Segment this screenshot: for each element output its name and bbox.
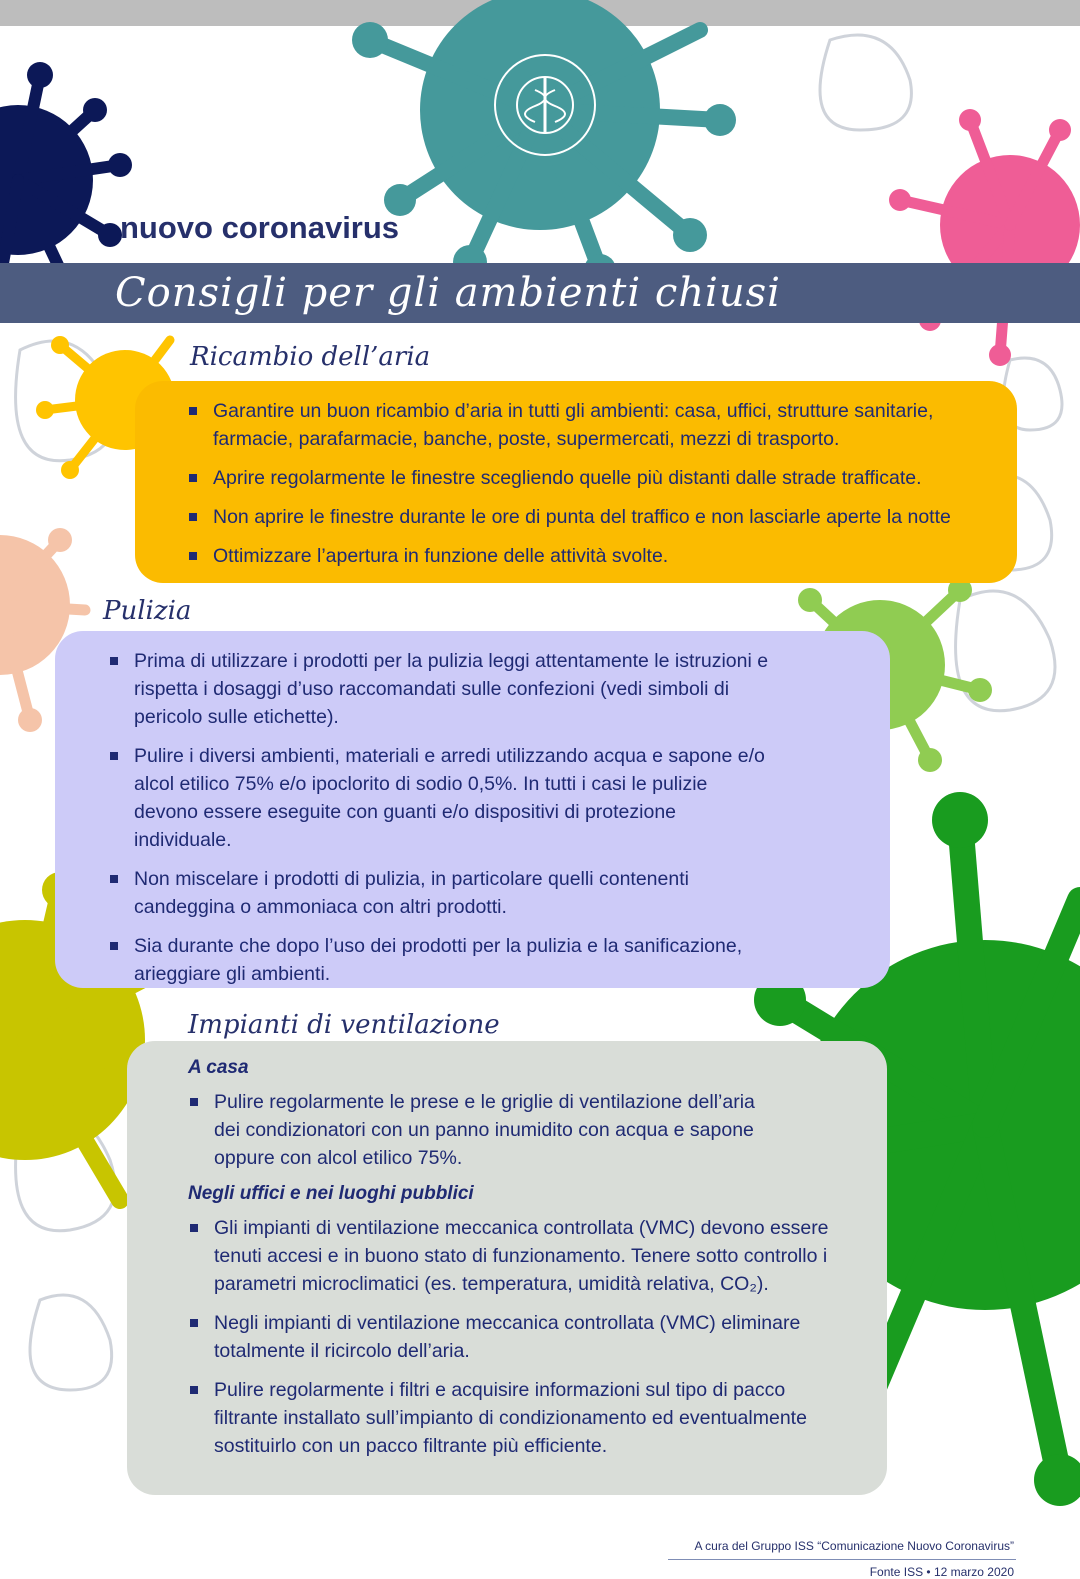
list-item: Gli impianti di ventilazione meccanica controllata (VMC) devono essere tenuti accesi e in buono stato di funzionamento. Tenere sotto controllo i parametri microclimatici (es. temperatura, umidità relativa, CO₂).	[188, 1214, 847, 1298]
list-item: Pulire regolarmente le prese e le griglie di ventilazione dell’aria dei condizionatori con un panno inumidito con acqua e sapone oppure con alcol etilico 75%.	[188, 1088, 757, 1172]
air-list	[135, 381, 1017, 570]
home-list	[188, 1088, 847, 1172]
home-heading: A casa	[188, 1057, 249, 1078]
list-item: Prima di utilizzare i prodotti per la pulizia leggi attentamente le istruzioni e rispetta i dosaggi d’uso raccomandati sulle confezioni (vedi simboli di pericolo sulle etichette).	[108, 647, 770, 731]
section-title-air: Ricambio dell’aria	[190, 342, 431, 372]
list-item: Non aprire le finestre durante le ore di punta del traffico e non lasciarle aperte la notte	[187, 503, 977, 531]
air-box	[135, 381, 1017, 583]
section-title-ventilation: Impianti di ventilazione	[188, 1010, 500, 1040]
list-item: Ottimizzare l’apertura in funzione delle attività svolte.	[187, 542, 977, 570]
footer-source: Fonte ISS • 12 marzo 2020	[869, 1565, 1014, 1579]
list-item: Garantire un buon ricambio d’aria in tutti gli ambienti: casa, uffici, strutture sanitarie, farmacie, parafarmacie, banche, poste, supermercati, mezzi di trasporto.	[187, 397, 977, 453]
page-title: Consigli per gli ambienti chiusi	[115, 270, 781, 316]
footer-credit: A cura del Gruppo ISS “Comunicazione Nuovo Coronavirus”	[694, 1539, 1014, 1553]
list-item: Negli impianti di ventilazione meccanica controllata (VMC) eliminare totalmente il ricircolo dell’aria.	[188, 1309, 847, 1365]
office-heading: Negli uffici e nei luoghi pubblici	[188, 1183, 474, 1204]
subtitle: nuovo coronavirus	[120, 210, 400, 245]
list-item: Aprire regolarmente le finestre scegliendo quelle più distanti dalle strade trafficate.	[187, 464, 977, 492]
iss-logo	[490, 50, 600, 160]
list-item: Pulire regolarmente i filtri e acquisire informazioni sul tipo di pacco filtrante installato sull’impianto di condizionamento ed eventualmente sostituirlo con un pacco filtrante più efficiente.	[188, 1376, 847, 1460]
list-item: Non miscelare i prodotti di pulizia, in particolare quelli contenenti candeggina o ammoniaca con altri prodotti.	[108, 865, 770, 921]
list-item: Pulire i diversi ambienti, materiali e arredi utilizzando acqua e sapone e/o alcol etilico 75% e/o ipoclorito di sodio 0,5%. In tutti i casi le pulizie devono essere eseguite con guanti e/o dispositivi di protezione individuale.	[108, 742, 770, 854]
navy-virus	[0, 62, 132, 292]
cleaning-box	[55, 631, 890, 988]
office-list	[188, 1214, 847, 1460]
pink-virus	[889, 109, 1080, 366]
list-item: Sia durante che dopo l’uso dei prodotti per la pulizia e la sanificazione, arieggiare gli ambienti.	[108, 932, 770, 988]
footer-divider	[668, 1559, 1016, 1560]
ventilation-box	[127, 1041, 887, 1495]
cleaning-list	[55, 631, 890, 988]
section-title-cleaning: Pulizia	[103, 596, 192, 626]
